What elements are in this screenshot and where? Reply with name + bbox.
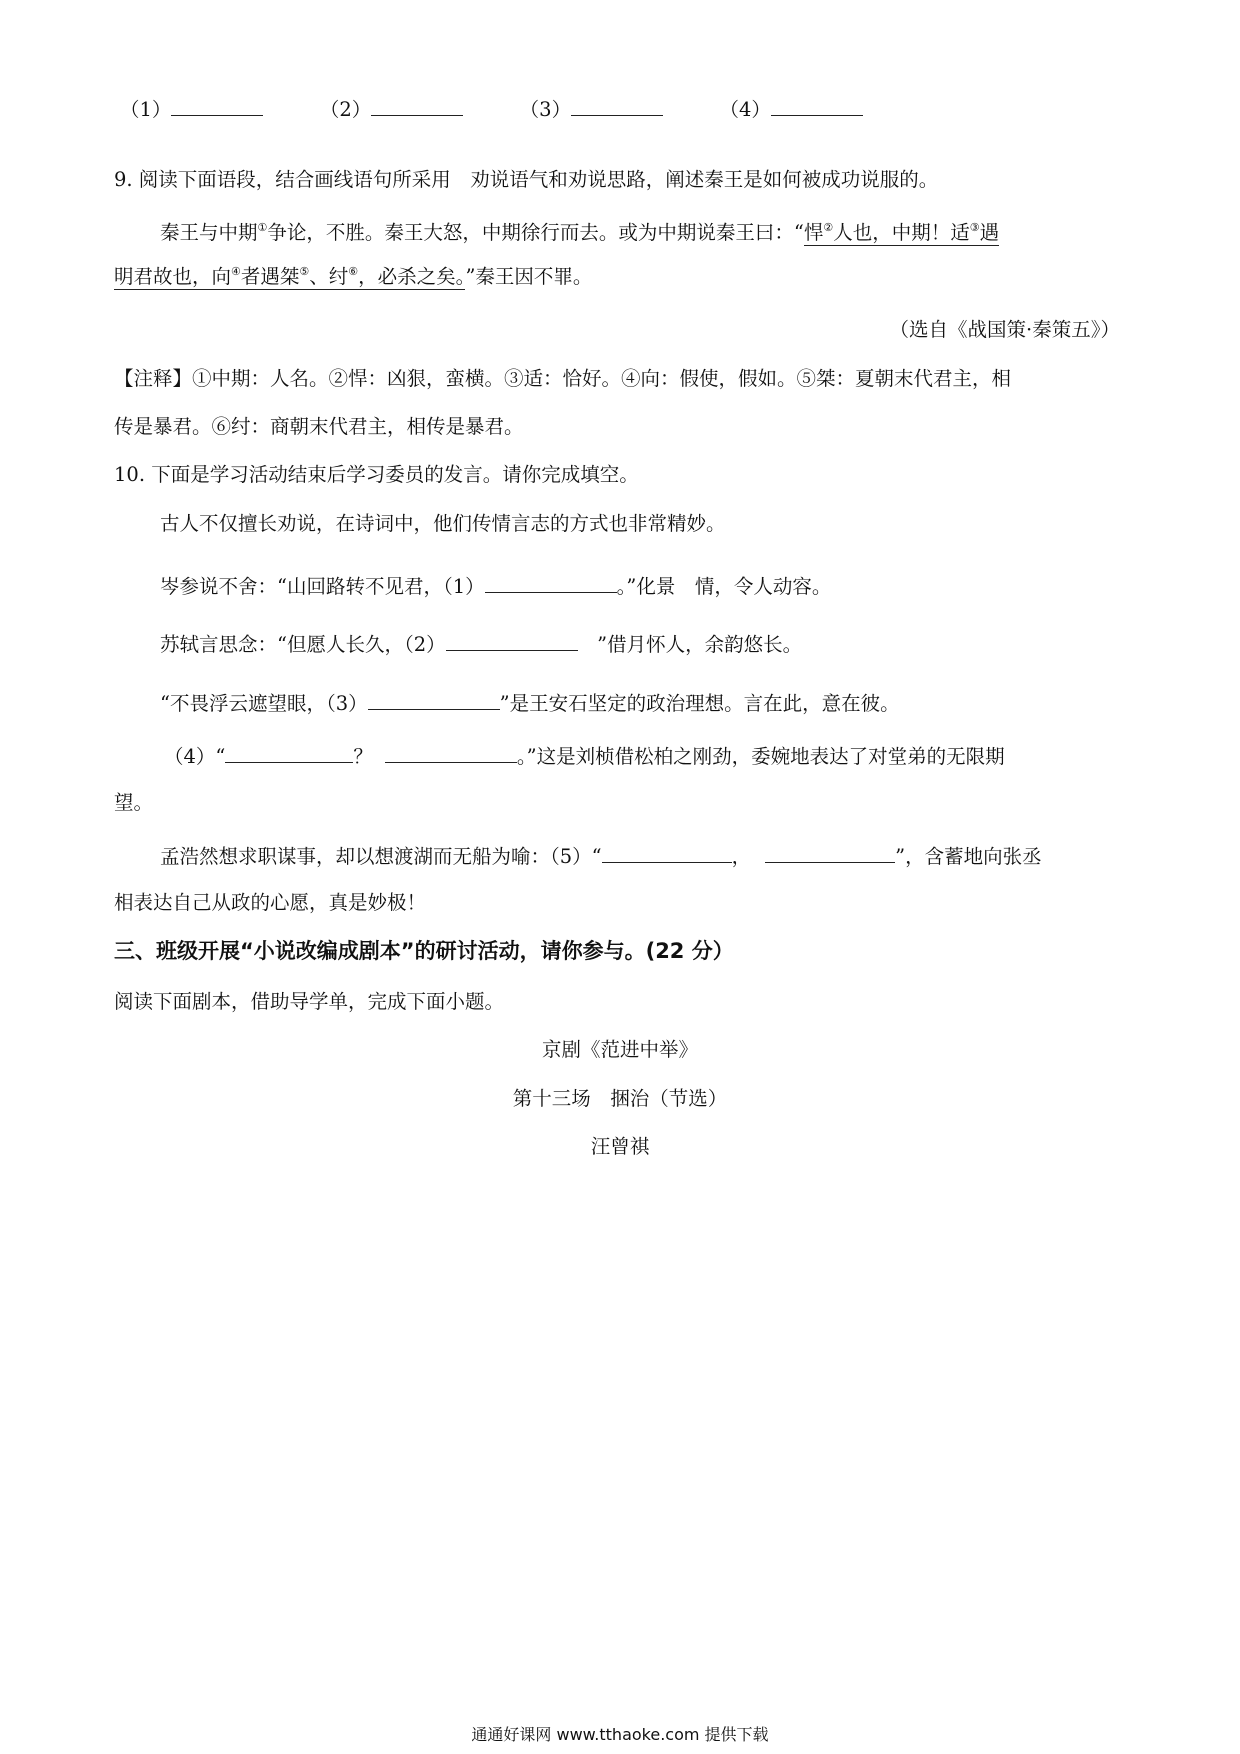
fill-text: 岑参说不舍：“山回路转不见君，（1） bbox=[160, 575, 485, 598]
section3-heading: 三、班级开展“小说改编成剧本”的研讨活动，请你参与。(22 分） bbox=[114, 939, 734, 963]
answer-blank-1[interactable] bbox=[171, 93, 263, 116]
section3-instruction: 阅读下面剧本，借助导学单，完成下面小题。 bbox=[114, 990, 505, 1013]
fill-text: ， bbox=[731, 845, 752, 868]
fill-text: “不畏浮云遮望眼，（3） bbox=[160, 692, 368, 715]
fill-blank-2[interactable] bbox=[446, 628, 578, 651]
fill-text: ”借月怀人，余韵悠长。 bbox=[577, 633, 803, 656]
answer-blank-2[interactable] bbox=[371, 93, 463, 116]
fill-text: ？ bbox=[353, 745, 373, 768]
underlined-text: 明君故也，向 bbox=[114, 265, 232, 288]
scene-title: 第十三场 捆治（节选） bbox=[512, 1087, 728, 1110]
answer-blank-3[interactable] bbox=[571, 93, 663, 116]
fill-blank-4a[interactable] bbox=[225, 740, 353, 763]
fill-text: ”是王安石坚定的政治理想。言在此，意在彼。 bbox=[499, 692, 900, 715]
q10-line3 bbox=[160, 687, 900, 719]
underlined-sentence bbox=[114, 265, 465, 290]
fill-text: （4）“ bbox=[164, 745, 226, 768]
answer-label-1: （1） bbox=[120, 98, 172, 121]
answer-row bbox=[120, 93, 863, 125]
fill-text: 。”这是刘桢借松柏之刚劲，委婉地表达了对堂弟的无限期 bbox=[516, 745, 1005, 768]
answer-label-2: （2） bbox=[319, 98, 372, 121]
q10-intro: 古人不仅擅长劝说，在诗词中，他们传情言志的方式也非常精妙。 bbox=[160, 512, 726, 535]
footnote-mark: ⑥ bbox=[348, 265, 359, 278]
passage-text: 争论，不胜。秦王大怒，中期徐行而去。或为中期说秦王曰：“ bbox=[267, 221, 804, 244]
answer-label-4: （4） bbox=[719, 98, 771, 121]
fill-blank-5b[interactable] bbox=[765, 840, 895, 863]
fill-text: ”，含蓄地向张丞 bbox=[895, 845, 1042, 868]
passage-text: ”秦王因不罪。 bbox=[465, 265, 593, 288]
q10-prompt: 10. 下面是学习活动结束后学习委员的发言。请你完成填空。 bbox=[114, 463, 639, 486]
play-author: 汪曾祺 bbox=[590, 1135, 650, 1158]
q9-prompt: 9. 阅读下面语段，结合画线语句所采用 劝说语气和劝说思路，阐述秦王是如何被成功说服的。 bbox=[114, 168, 939, 191]
q9-source: （选自《战国策·秦策五》） bbox=[889, 318, 1120, 341]
underlined-text: ，必杀之矣。 bbox=[358, 265, 466, 288]
q10-line5 bbox=[160, 840, 1042, 872]
q9-passage-line2 bbox=[114, 262, 592, 292]
q9-passage-line1 bbox=[160, 218, 999, 248]
fill-blank-3[interactable] bbox=[368, 687, 500, 710]
footnote-mark: ② bbox=[823, 221, 834, 234]
q10-line1 bbox=[160, 570, 831, 602]
underlined-text: 遇 bbox=[979, 221, 1000, 244]
footnote-mark: ③ bbox=[969, 221, 980, 234]
underlined-sentence bbox=[804, 221, 999, 246]
fill-blank-4b[interactable] bbox=[385, 740, 517, 763]
fill-text: 苏轼言思念：“但愿人长久，（2） bbox=[160, 633, 446, 656]
fill-blank-5a[interactable] bbox=[602, 840, 732, 863]
underlined-text: 人也，中期！适 bbox=[833, 221, 970, 244]
footer-text: 通通好课网 www.tthaoke.com 提供下载 bbox=[471, 1725, 769, 1744]
underlined-text: 悍 bbox=[803, 221, 824, 244]
fill-text: 。”化景 情，令人动容。 bbox=[616, 575, 832, 598]
q9-notes-line2: 传是暴君。⑥纣：商朝末代君主，相传是暴君。 bbox=[114, 415, 524, 438]
q10-line2 bbox=[160, 628, 802, 660]
answer-label-3: （3） bbox=[519, 98, 572, 121]
footnote-mark: ① bbox=[257, 221, 268, 234]
q9-notes-line1: 【注释】①中期：人名。②悍：凶狠，蛮横。③适：恰好。④向：假使，假如。⑤桀：夏朝末代君主，相 bbox=[114, 367, 1012, 390]
fill-blank-1[interactable] bbox=[485, 570, 617, 593]
underlined-text: 、纣 bbox=[309, 265, 349, 288]
q10-line5-cont: 相表达自己从政的心愿，真是妙极！ bbox=[114, 891, 427, 914]
fill-text: 孟浩然想求职谋事，却以想渡湖而无船为喻：（5）“ bbox=[160, 845, 602, 868]
play-title: 京剧《范进中举》 bbox=[541, 1038, 698, 1061]
q10-line4 bbox=[164, 740, 1005, 772]
footnote-mark: ⑤ bbox=[299, 265, 310, 278]
passage-text: 秦王与中期 bbox=[160, 221, 258, 244]
underlined-text: 者遇桀 bbox=[240, 265, 300, 288]
q10-line4-cont: 望。 bbox=[114, 791, 154, 814]
footnote-mark: ④ bbox=[231, 265, 241, 278]
answer-blank-4[interactable] bbox=[771, 93, 863, 116]
